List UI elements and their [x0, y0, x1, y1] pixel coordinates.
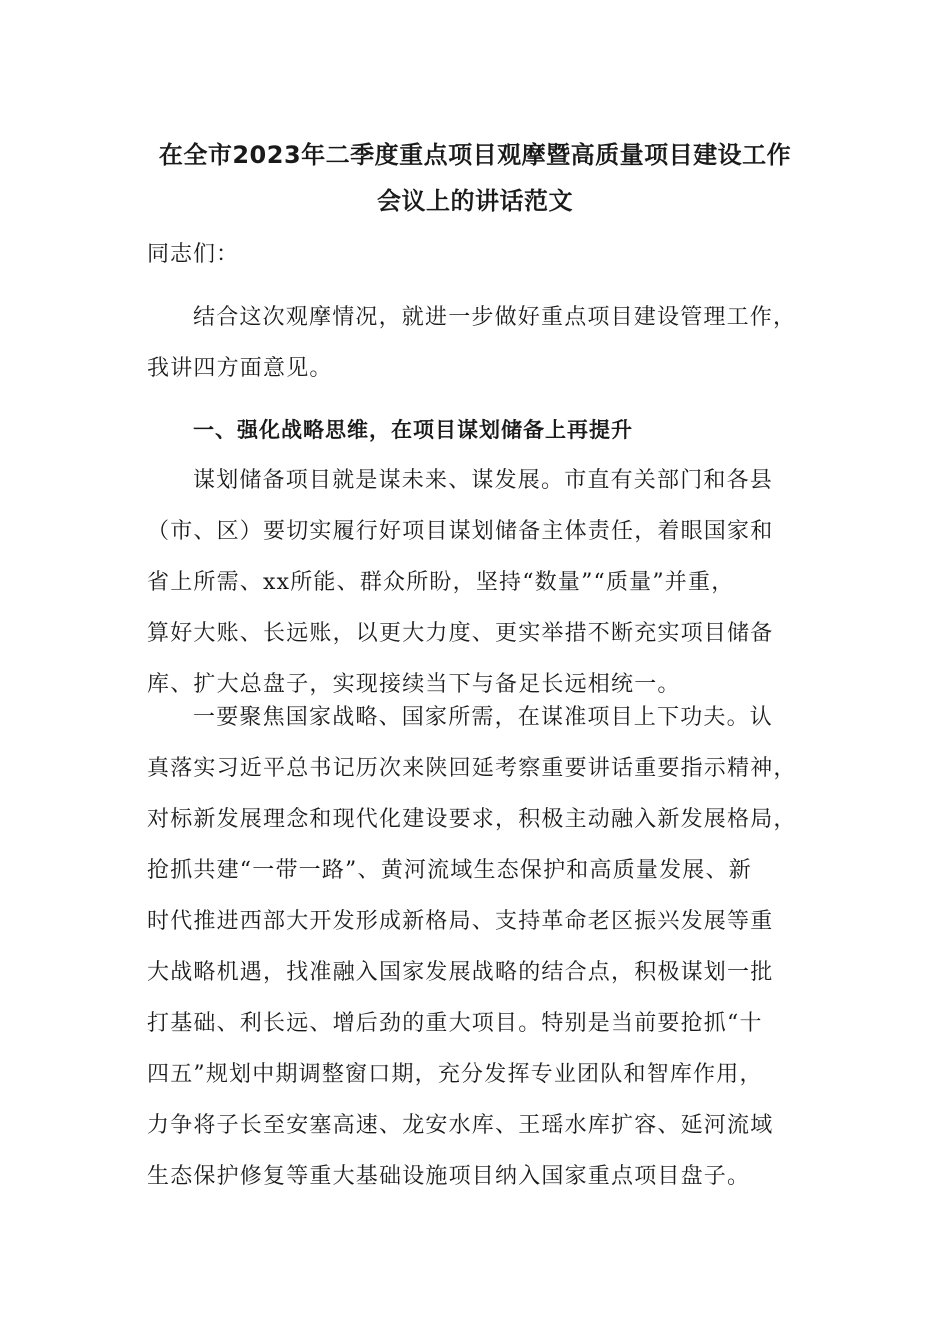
paragraph-line: 大战略机遇，找准融入国家发展战略的结合点，积极谋划一批: [147, 960, 774, 985]
paragraph-line: 真落实习近平总书记历次来陕回延考察重要讲话重要指示精神，: [147, 756, 797, 781]
paragraph-line: 四五”规划中期调整窗口期，充分发挥专业团队和智库作用，: [147, 1062, 763, 1087]
paragraph-line: 抢抓共建“一带一路”、黄河流域生态保护和高质量发展、新: [147, 858, 752, 883]
document-title-line-2: 会议上的讲话范文: [377, 187, 573, 215]
section-heading-1: [147, 405, 807, 456]
paragraph-line: 一要聚焦国家战略、国家所需，在谋准项目上下功夫。认: [193, 705, 774, 730]
paragraph-section-1-point-1: [147, 692, 807, 1202]
salutation: 同志们：: [147, 242, 240, 267]
paragraph-intro: [147, 292, 807, 394]
paragraph-line: 对标新发展理念和现代化建设要求，积极主动融入新发展格局，: [147, 807, 797, 832]
paragraph-line: 结合这次观摩情况，就进一步做好重点项目建设管理工作，: [193, 305, 797, 330]
paragraph-line: 谋划储备项目就是谋未来、谋发展。市直有关部门和各县: [193, 468, 774, 493]
paragraph-line: 库、扩大总盘子，实现接续当下与备足长远相统一。: [147, 672, 681, 697]
paragraph-line: 我讲四方面意见。: [147, 356, 333, 381]
paragraph-line: 算好大账、长远账，以更大力度、更实举措不断充实项目储备: [147, 621, 774, 646]
document-title-line-1: 在全市2023年二季度重点项目观摩暨高质量项目建设工作: [158, 141, 792, 169]
paragraph-line: （市、区）要切实履行好项目谋划储备主体责任，着眼国家和: [147, 519, 774, 544]
paragraph-line: 生态保护修复等重大基础设施项目纳入国家重点项目盘子。: [147, 1164, 751, 1189]
paragraph-line: 时代推进西部大开发形成新格局、支持革命老区振兴发展等重: [147, 909, 774, 934]
paragraph-line: 打基础、利长远、增后劲的重大项目。特别是当前要抢抓“十: [147, 1011, 763, 1036]
paragraph-section-1-intro: [147, 455, 807, 710]
section-heading-text: 一、强化战略思维，在项目谋划储备上再提升: [193, 418, 633, 442]
paragraph-line: 省上所需、xx所能、群众所盼，坚持“数量”“质量”并重，: [147, 570, 735, 595]
paragraph-line: 力争将子长至安塞高速、龙安水库、王瑶水库扩容、延河流域: [147, 1113, 774, 1138]
